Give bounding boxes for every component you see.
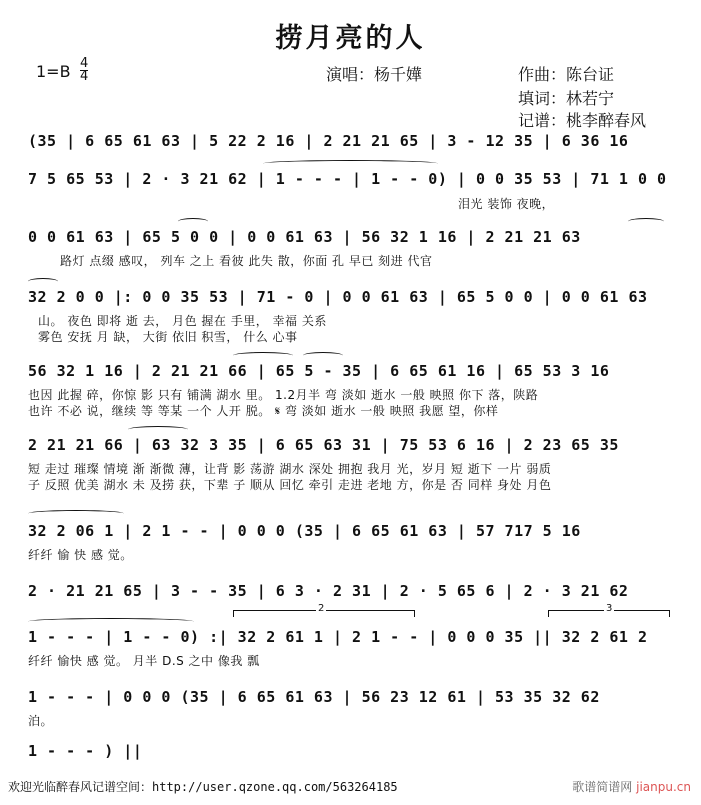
tie-mark — [28, 618, 194, 625]
song-title: 捞月亮的人 — [275, 23, 426, 54]
tie-mark — [628, 218, 664, 225]
tie-mark — [303, 352, 343, 359]
music-line: 2 21 21 66 | 63 32 3 35 | 6 65 63 31 | 75 53 6 16 | 2 23 65 35 — [28, 436, 619, 454]
music-line: (35 | 6 65 61 63 | 5 22 2 16 | 2 21 21 65 | 3 - 12 35 | 6 36 16 — [28, 132, 629, 150]
tie-mark — [233, 352, 293, 359]
music-line: 56 32 1 16 | 2 21 21 66 | 65 5 - 35 | 6 65 61 16 | 65 53 3 16 — [28, 362, 610, 380]
watermark-site-name: 歌谱简谱网 — [572, 780, 633, 794]
site-watermark — [572, 778, 691, 795]
lyricist-credit: 填词：林若宁 — [518, 89, 615, 108]
tie-mark — [28, 278, 58, 285]
tie-mark — [178, 218, 208, 225]
triplet-label: 2 — [318, 603, 325, 614]
key-signature: 1=B — [36, 62, 71, 81]
watermark-domain: jianpu.cn — [636, 780, 691, 794]
lyric-line: 山。 夜色 即将 逝 去， 月色 握在 手里， 幸福 关系 — [38, 314, 327, 328]
lyric-line: 短 走过 璀璨 情境 渐 渐微 薄，让背 影 荡游 湖水 深处 拥抱 我月 光，岁月 短 逝下 一片 弱质 — [28, 462, 552, 476]
lyric-line: 也许 不必 说，继续 等 等某 一个 人开 脱。 𝄋 弯 淡如 逝水 一般 映照 我愿 望，你样 — [28, 404, 499, 418]
time-signature-bottom: 4 — [80, 69, 89, 84]
footer-link[interactable]: 欢迎光临醉春风记谱空间：http://user.qzone.qq.com/563264185 — [8, 780, 398, 794]
tie-mark — [28, 510, 124, 517]
time-signature-top: 4 — [80, 56, 89, 71]
lyric-line: 纤纤 愉快 感 觉。 月半 D.S 之中 像我 瓢 — [28, 654, 260, 668]
lyric-line: 纤纤 愉 快 感 觉。 — [28, 548, 133, 562]
music-line: 1 - - - ) || — [28, 742, 143, 760]
tie-mark — [263, 160, 438, 167]
time-signature — [80, 58, 88, 83]
triplet-label: 3 — [606, 603, 613, 614]
lyric-line: 泊。 — [28, 714, 54, 728]
transcriber-credit: 记谱：桃李醉春风 — [518, 111, 647, 130]
music-line: 7 5 65 53 | 2 · 3 21 62 | 1 - - - | 1 - - 0) | 0 0 35 53 | 71 1 0 0 — [28, 170, 667, 188]
tie-mark — [128, 426, 188, 433]
music-line: 0 0 61 63 | 65 5 0 0 | 0 0 61 63 | 56 32 1 16 | 2 21 21 63 — [28, 228, 581, 246]
lyric-line: 也因 此握 碎，你惊 影 只有 铺满 湖水 里。 1.2月半 弯 淡如 逝水 一般 映照 你下 落，陕路 — [28, 388, 539, 402]
lyric-line: 路灯 点缀 感叹， 列车 之上 看彼 此失 散，你面 孔 早已 刻进 代官 — [60, 254, 433, 268]
music-line: 32 2 0 0 |: 0 0 35 53 | 71 - 0 | 0 0 61 63 | 65 5 0 0 | 0 0 61 63 — [28, 288, 648, 306]
lyric-line: 子 反照 优美 湖水 未 及捞 获，下辈 子 顺从 回忆 牵引 走进 老地 方，你是 否 同样 身处 月色 — [28, 478, 552, 492]
music-line: 1 - - - | 0 0 0 (35 | 6 65 61 63 | 56 23 12 61 | 53 35 32 62 — [28, 688, 600, 706]
composer-credit: 作曲：陈台证 — [518, 65, 615, 84]
singer-credit: 演唱：杨千嬅 — [326, 65, 423, 84]
music-line: 1 - - - | 1 - - 0) :| 32 2 61 1 | 2 1 - - | 0 0 0 35 || 32 2 61 2 — [28, 628, 648, 646]
music-line: 32 2 06 1 | 2 1 - - | 0 0 0 (35 | 6 65 61 63 | 57 717 5 16 — [28, 522, 581, 540]
lyric-line: 雾色 安抚 月 缺， 大街 依旧 积雪， 什么 心事 — [38, 330, 298, 344]
lyric-line: 泪光 装饰 夜晚， — [458, 197, 555, 211]
music-line: 2 · 21 21 65 | 3 - - 35 | 6 3 · 2 31 | 2 · 5 65 6 | 2 · 3 21 62 — [28, 582, 629, 600]
